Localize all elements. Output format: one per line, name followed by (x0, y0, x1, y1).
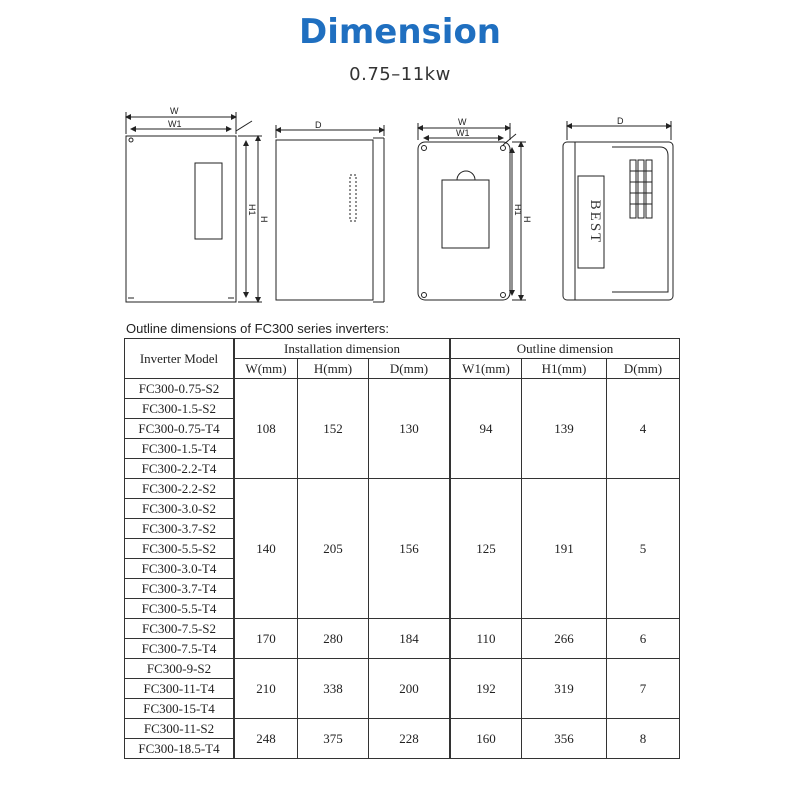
h-cell: 375 (298, 719, 369, 759)
front-large-w-label: W (458, 117, 467, 127)
w1-cell: 94 (450, 379, 522, 479)
d-outline-cell: 5 (607, 479, 680, 619)
d-outline-cell: 6 (607, 619, 680, 659)
model-cell: FC300-1.5-T4 (125, 439, 235, 459)
model-cell: FC300-2.2-S2 (125, 479, 235, 499)
model-cell: FC300-11-T4 (125, 679, 235, 699)
table-header-row (125, 339, 680, 359)
model-cell: FC300-3.0-T4 (125, 559, 235, 579)
front-large-w1-label: W1 (456, 128, 470, 138)
front-large-h-label: H (522, 216, 532, 223)
w-cell: 170 (234, 619, 298, 659)
w1-cell: 160 (450, 719, 522, 759)
page-title: Dimension (298, 12, 502, 52)
model-cell: FC300-3.0-S2 (125, 499, 235, 519)
d-outline-cell: 8 (607, 719, 680, 759)
front-small-w-label: W (170, 106, 179, 116)
dimension-drawings (0, 0, 800, 320)
model-cell: FC300-7.5-T4 (125, 639, 235, 659)
h-cell: 205 (298, 479, 369, 619)
h1-cell: 266 (522, 619, 607, 659)
table-row (125, 719, 680, 739)
w1-cell: 110 (450, 619, 522, 659)
model-cell: FC300-9-S2 (125, 659, 235, 679)
power-range-subtitle: 0.75–11kw (349, 64, 451, 85)
front-view-small (126, 112, 262, 302)
d-cell: 228 (369, 719, 451, 759)
model-cell: FC300-15-T4 (125, 699, 235, 719)
model-cell: FC300-7.5-S2 (125, 619, 235, 639)
column-header-d: D(mm) (369, 359, 451, 379)
model-cell: FC300-0.75-S2 (125, 379, 235, 399)
d-cell: 156 (369, 479, 451, 619)
d-outline-cell: 4 (607, 379, 680, 479)
side-small-d-label: D (315, 120, 322, 130)
outline-group-header: Outline dimension (450, 339, 680, 359)
table-row (125, 659, 680, 679)
model-column-header: Inverter Model (125, 339, 235, 379)
side-large-d-label: D (617, 116, 624, 126)
h1-cell: 191 (522, 479, 607, 619)
d-cell: 184 (369, 619, 451, 659)
model-cell: FC300-0.75-T4 (125, 419, 235, 439)
dimension-table (124, 338, 680, 759)
d-outline-cell: 7 (607, 659, 680, 719)
w-cell: 248 (234, 719, 298, 759)
model-cell: FC300-2.2-T4 (125, 459, 235, 479)
h1-cell: 139 (522, 379, 607, 479)
model-cell: FC300-1.5-S2 (125, 399, 235, 419)
w1-cell: 192 (450, 659, 522, 719)
w1-cell: 125 (450, 479, 522, 619)
side-view-small (276, 125, 384, 302)
front-large-h1-label: H1 (513, 204, 523, 216)
model-cell: FC300-3.7-T4 (125, 579, 235, 599)
table-row (125, 379, 680, 399)
h1-cell: 356 (522, 719, 607, 759)
column-header-h1: H1(mm) (522, 359, 607, 379)
brand-logo-text: BEST (587, 199, 603, 245)
side-view-large (563, 121, 673, 300)
column-header-w: W(mm) (234, 359, 298, 379)
h-cell: 338 (298, 659, 369, 719)
h-cell: 152 (298, 379, 369, 479)
column-header-w1: W1(mm) (450, 359, 522, 379)
front-small-h-label: H (259, 216, 269, 223)
model-cell: FC300-5.5-S2 (125, 539, 235, 559)
model-cell: FC300-3.7-S2 (125, 519, 235, 539)
model-cell: FC300-11-S2 (125, 719, 235, 739)
installation-group-header: Installation dimension (234, 339, 450, 359)
column-header-d-outline: D(mm) (607, 359, 680, 379)
h-cell: 280 (298, 619, 369, 659)
d-cell: 200 (369, 659, 451, 719)
w-cell: 210 (234, 659, 298, 719)
table-row (125, 479, 680, 499)
w-cell: 108 (234, 379, 298, 479)
model-cell: FC300-5.5-T4 (125, 599, 235, 619)
table-row (125, 619, 680, 639)
w-cell: 140 (234, 479, 298, 619)
table-caption: Outline dimensions of FC300 series inverters: (126, 321, 390, 336)
table-body (125, 379, 680, 759)
front-small-h1-label: H1 (247, 204, 257, 216)
d-cell: 130 (369, 379, 451, 479)
front-view-large (418, 123, 526, 300)
model-cell: FC300-18.5-T4 (125, 739, 235, 759)
column-header-h: H(mm) (298, 359, 369, 379)
front-small-w1-label: W1 (168, 119, 182, 129)
h1-cell: 319 (522, 659, 607, 719)
